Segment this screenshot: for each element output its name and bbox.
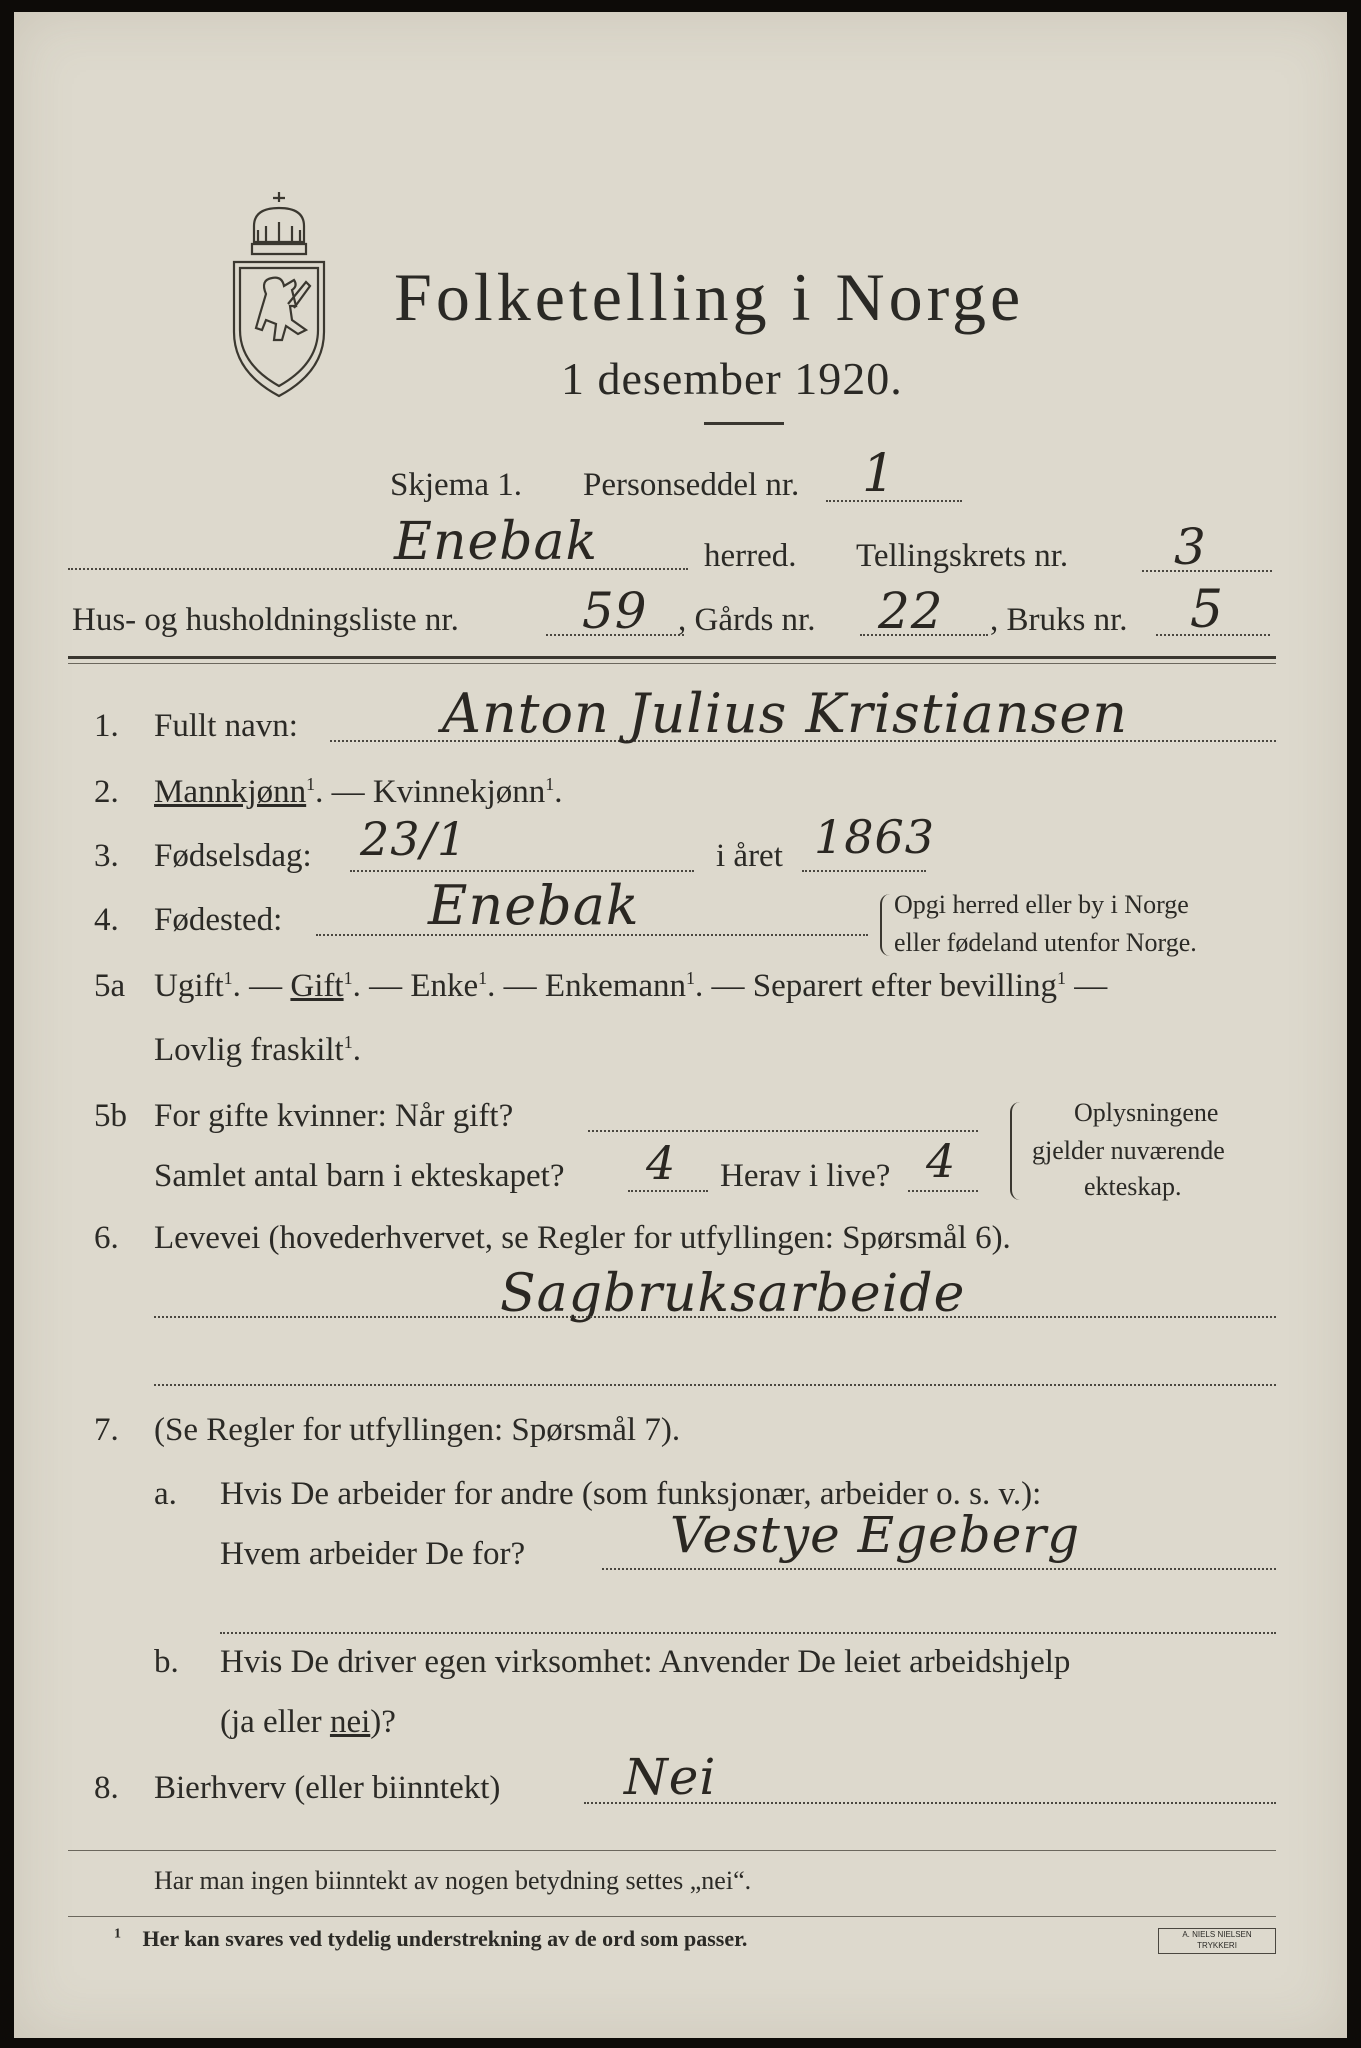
schema-label: Skjema 1. xyxy=(390,467,522,503)
form-title: Folketelling i Norge xyxy=(394,259,1025,335)
q4-label: Fødested: xyxy=(154,902,283,938)
birthdate-value[interactable]: 23/1 xyxy=(360,812,468,866)
tellingskrets-value[interactable]: 3 xyxy=(1174,518,1207,576)
side-income-value[interactable]: Nei xyxy=(624,1748,717,1806)
q5b-note2: gjelder nuværende xyxy=(1032,1136,1225,1165)
q4-note-line1: Opgi herred eller by i Norge xyxy=(894,890,1189,919)
q3-label: Fødselsdag: xyxy=(154,838,312,874)
q5b-note1: Oplysningene xyxy=(1074,1098,1219,1127)
employer-value[interactable]: Vestye Egeberg xyxy=(670,1506,1081,1564)
separert-option[interactable]: Separert efter bevilling xyxy=(752,968,1057,1004)
bruks-value[interactable]: 5 xyxy=(1190,580,1225,640)
q1-label: Fullt navn: xyxy=(154,708,298,744)
male-option[interactable]: Mannkjønn xyxy=(154,774,307,810)
q5a-line2: Lovlig fraskilt$^1$. xyxy=(154,1032,361,1068)
herred-value[interactable]: Enebak xyxy=(394,512,599,572)
q4-note-line2: eller fødeland utenfor Norge. xyxy=(894,928,1197,957)
full-name-value[interactable]: Anton Julius Kristiansen xyxy=(442,682,1129,745)
footnote-text: Her kan svares ved tydelig understrekning av de ord som passer. xyxy=(142,1926,748,1951)
herred-label: herred. xyxy=(704,538,797,574)
q1-number: 1. xyxy=(94,708,119,744)
fraskilt-option[interactable]: Lovlig fraskilt xyxy=(154,1032,344,1068)
q6-number: 6. xyxy=(94,1220,119,1256)
enke-option[interactable]: Enke xyxy=(410,968,479,1004)
tellingskrets-label: Tellingskrets nr. xyxy=(856,538,1069,574)
children-alive-value[interactable]: 4 xyxy=(926,1134,957,1188)
q5b-note3: ekteskap. xyxy=(1084,1172,1182,1201)
q3-number: 3. xyxy=(94,838,119,874)
form-date: 1 desember 1920. xyxy=(561,353,903,404)
q2-number: 2. xyxy=(94,774,119,810)
q6-label: Levevei (hovederhvervet, se Regler for utfyllingen: Spørsmål 6). xyxy=(154,1220,1011,1256)
q2-options: Mannkjønn$^1$. — Kvinnekjønn$^1$. xyxy=(154,774,563,810)
header-rule xyxy=(68,656,1276,659)
q8-label: Bierhverv (eller biinntekt) xyxy=(154,1770,501,1806)
q5b-label2: Samlet antal barn i ekteskapet? xyxy=(154,1158,565,1194)
enkemann-option[interactable]: Enkemann xyxy=(544,968,687,1004)
census-form xyxy=(14,12,1347,2038)
birth-year-value[interactable]: 1863 xyxy=(814,810,936,864)
year-label: i året xyxy=(716,838,783,874)
q7b-label2: (ja eller nei)? xyxy=(220,1704,396,1740)
title-rule xyxy=(704,422,784,425)
q7a-label2: Hvem arbeider De for? xyxy=(220,1536,526,1572)
personseddel-label: Personseddel nr. xyxy=(583,467,800,503)
q7-label: (Se Regler for utfyllingen: Spørsmål 7). xyxy=(154,1412,681,1448)
norway-coat-of-arms xyxy=(226,184,332,404)
q7-number: 7. xyxy=(94,1412,119,1448)
q5a-number: 5a xyxy=(94,968,126,1004)
gift-option[interactable]: Gift xyxy=(290,968,344,1004)
printer-stamp: A. NIELS NIELSEN TRYKKERI xyxy=(1158,1928,1276,1954)
q5b-label1: For gifte kvinner: Når gift? xyxy=(154,1098,514,1134)
nei-option[interactable]: nei xyxy=(329,1704,371,1740)
q5b-number: 5b xyxy=(94,1098,127,1134)
gards-label: , Gårds nr. xyxy=(678,602,816,638)
q7b-label1: Hvis De driver egen virksomhet: Anvender De leiet arbeidshjelp xyxy=(220,1644,1071,1680)
footer-rule xyxy=(68,1850,1276,1851)
occupation-value[interactable]: Sagbruksarbeide xyxy=(500,1264,966,1324)
ugift-option[interactable]: Ugift xyxy=(154,968,224,1004)
q7b-letter: b. xyxy=(154,1644,179,1680)
personseddel-value[interactable]: 1 xyxy=(862,444,897,504)
q7a-label1: Hvis De arbeider for andre (som funksjonær, arbeider o. s. v.): xyxy=(220,1476,1042,1512)
footnote-mark: 1 xyxy=(114,1926,121,1942)
children-value[interactable]: 4 xyxy=(646,1136,677,1190)
q5b-live-label: Herav i live? xyxy=(720,1158,891,1194)
female-option[interactable]: Kvinnekjønn xyxy=(372,774,546,810)
husliste-value[interactable]: 59 xyxy=(582,582,648,640)
q8-number: 8. xyxy=(94,1770,119,1806)
bruks-label: , Bruks nr. xyxy=(990,602,1128,638)
footnote xyxy=(114,1926,747,1952)
gards-value[interactable]: 22 xyxy=(878,582,944,640)
footer-note: Har man ingen biinntekt av nogen betydning settes „nei“. xyxy=(154,1866,752,1895)
q7a-letter: a. xyxy=(154,1476,177,1512)
husliste-label: Hus- og husholdningsliste nr. xyxy=(72,602,459,638)
birthplace-value[interactable]: Enebak xyxy=(428,874,640,937)
q5a-options: Ugift$^1$. — Gift$^1$. — Enke$^1$. — Enkemann$^1$. — Separert efter bevilling$^1$ — xyxy=(154,968,1108,1004)
q4-number: 4. xyxy=(94,902,119,938)
